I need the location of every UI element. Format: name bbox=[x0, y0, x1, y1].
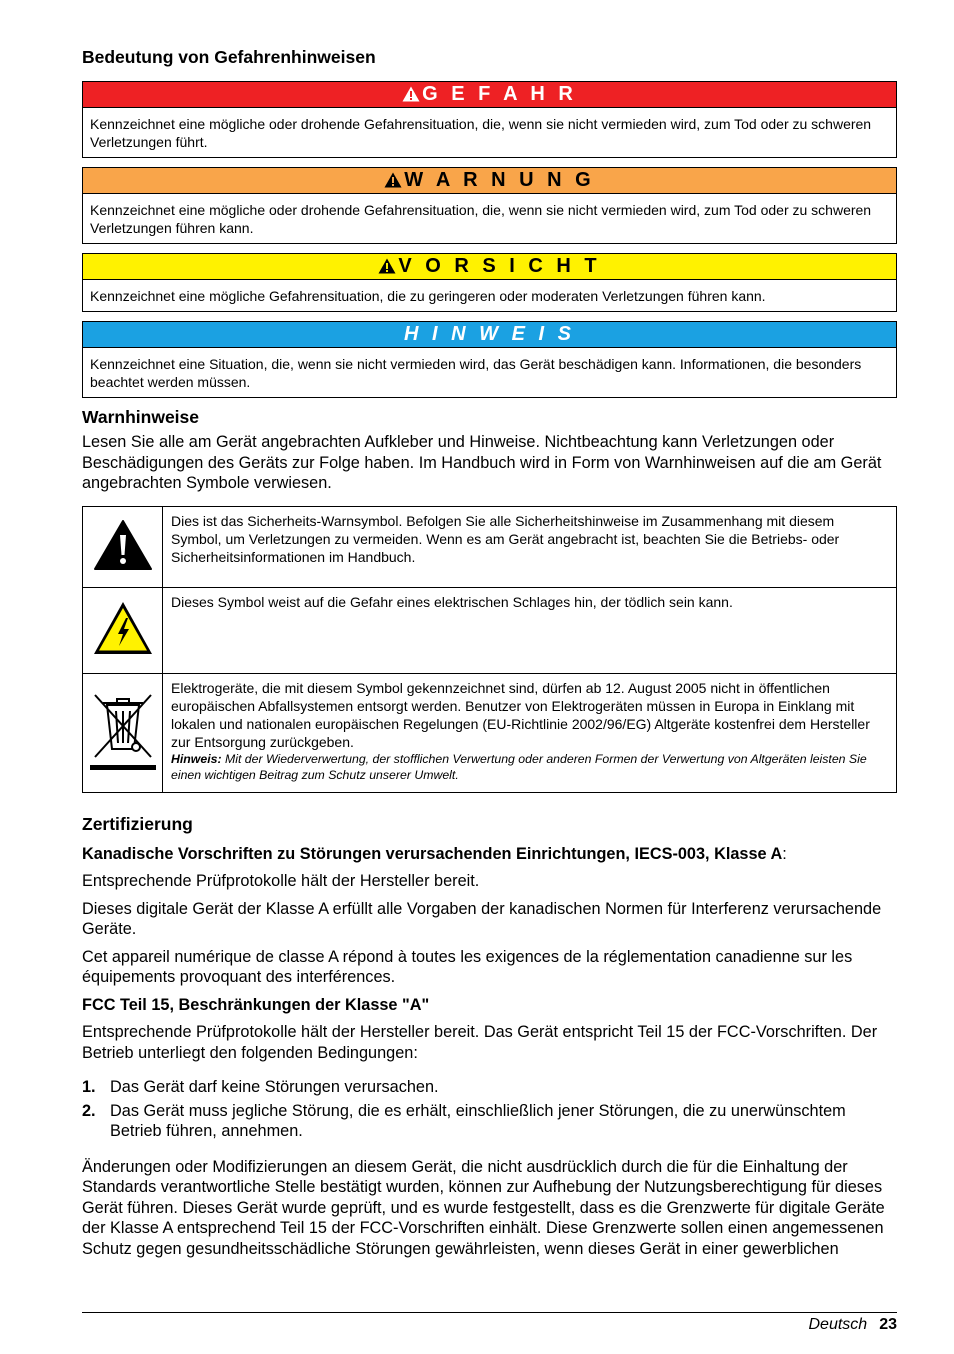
list-item: 2. Das Gerät muss jegliche Störung, die es erhält, einschließlich jener Störungen, die zu unerwünschtem Betrieb führen, annehmen. bbox=[82, 1101, 846, 1140]
canada-heading: Kanadische Vorschriften zu Störungen verursachenden Einrichtungen, IECS-003, Klasse A: bbox=[82, 844, 787, 863]
hazard-box-vorsicht bbox=[82, 253, 897, 312]
warning-triangle-icon bbox=[402, 84, 420, 109]
hazard-box-hinweis bbox=[82, 321, 897, 398]
footer-language: Deutsch bbox=[808, 1316, 868, 1333]
symbol-table bbox=[82, 506, 897, 793]
symbol-text: Dieses Symbol weist auf die Gefahr eines elektrischen Schlages hin, der tödlich sein kann. bbox=[163, 587, 897, 673]
warning-triangle-icon bbox=[384, 170, 402, 195]
hazard-text-warnung: Kennzeichnet eine mögliche oder drohende Gefahrensituation, die, wenn sie nicht vermieden wird, zum Tod oder zu schweren Verletzungen führen kann. bbox=[90, 202, 872, 236]
hazard-text-hinweis: Kennzeichnet eine Situation, die, wenn sie nicht vermieden wird, das Gerät beschädigen kann. Informationen, die besonders beachtet werden müssen. bbox=[90, 356, 862, 390]
section-heading-meaning: Bedeutung von Gefahrenhinweisen bbox=[82, 47, 376, 67]
warning-triangle-icon bbox=[378, 256, 396, 281]
hazard-text-gefahr: Kennzeichnet eine mögliche oder drohende Gefahrensituation, die, wenn sie nicht vermieden wird, zum Tod oder zu schweren Verletzungen führt. bbox=[90, 116, 872, 150]
page-footer bbox=[82, 1312, 897, 1339]
fcc-conditions-list bbox=[82, 1077, 897, 1142]
table-row bbox=[83, 673, 897, 792]
page-number: 23 bbox=[879, 1316, 897, 1333]
note-text: Mit der Wiederverwertung, der stofflichen Verwertung oder anderen Formen der Verwertung von Altgeräten leisten Sie einen wichtigen Beitrag zum Schutz unserer Umwelt. bbox=[171, 751, 867, 782]
fcc-paragraph-1: Entsprechende Prüfprotokolle hält der Hersteller bereit. Das Gerät entspricht Teil 15 der FCC-Vorschriften. Der Betrieb unterliegt den folgenden Bedingungen: bbox=[82, 1023, 878, 1062]
hazard-label-warnung: W A R N U N G bbox=[404, 169, 595, 191]
fcc-paragraph-2: Änderungen oder Modifizierungen an diesem Gerät, die nicht ausdrücklich durch die für die Einhaltung der Standards verantwortliche Stelle bestätigt wurden, können zur Aufhebung der Nutzungsberechtigung für dieses Gerät führen. Dieses Gerät wurde geprüft, und es wurde festgestellt, dass es die Grenzwerte für digitale Geräte der Klasse A entsprechend Teil 15 der FCC-Vorschriften einhält. Diese Grenzwerte sollen einen angemessenen Schutz gegen gesundheitsschädliche Störungen gewährleisten, wenn dieses Gerät in einer gewerblichen bbox=[82, 1157, 885, 1258]
symbol-text: Elektrogeräte, die mit diesem Symbol gekennzeichnet sind, dürfen ab 12. August 2005 nicht in öffentlichen europäischen Abfallsystemen entsorgt werden. Benutzer von Elektrogeräten müssen in Europa in Einklang mit lokalen und nationalen europäischen Regelungen (EU-Richtlinie 2002/96/EG) Altgeräte kostenfrei dem Hersteller zur Entsorgung zurückgeben. bbox=[171, 679, 870, 750]
page-content bbox=[82, 46, 897, 1259]
hazard-label-gefahr: G E F A H R bbox=[422, 83, 577, 105]
hazard-box-warnung bbox=[82, 167, 897, 244]
warning-triangle-icon bbox=[93, 558, 153, 574]
canada-paragraph-1: Entsprechende Prüfprotokolle hält der Hersteller bereit. bbox=[82, 872, 480, 890]
symbol-text: Dies ist das Sicherheits-Warnsymbol. Befolgen Sie alle Sicherheitshinweise im Zusammenhang mit diesem Symbol, um Verletzungen zu vermeiden. Wenn es am Gerät angebracht ist, beachten Sie die Betriebs- oder Sicherheitsinformationen im Handbuch. bbox=[163, 506, 897, 587]
table-row bbox=[83, 587, 897, 673]
section-heading-zertifizierung: Zertifizierung bbox=[82, 813, 193, 834]
symbol-note bbox=[171, 751, 888, 783]
section-heading-warnhinweise: Warnhinweise bbox=[82, 407, 200, 427]
hazard-box-gefahr bbox=[82, 81, 897, 158]
table-row bbox=[83, 506, 897, 587]
hazard-label-hinweis: H I N W E I S bbox=[404, 323, 575, 345]
hazard-text-vorsicht: Kennzeichnet eine mögliche Gefahrensituation, die zu geringeren oder moderaten Verletzungen führen kann. bbox=[90, 288, 766, 304]
canada-paragraph-3: Cet appareil numérique de classe A répond à toutes les exigences de la réglementation canadienne sur les équipements provoquant des interférences. bbox=[82, 947, 853, 986]
list-item: 1. Das Gerät darf keine Störungen verursachen. bbox=[82, 1078, 439, 1096]
canada-paragraph-2: Dieses digitale Gerät der Klasse A erfüllt alle Vorgaben der kanadischen Normen für Interferenz verursachende Geräte. bbox=[82, 899, 882, 938]
hazard-label-vorsicht: V O R S I C H T bbox=[398, 255, 601, 277]
crossed-out-bin-icon bbox=[90, 760, 156, 776]
fcc-heading: FCC Teil 15, Beschränkungen der Klasse "A" bbox=[82, 995, 430, 1014]
warnhinweise-intro: Lesen Sie alle am Gerät angebrachten Aufkleber und Hinweise. Nichtbeachtung kann Verletzungen oder Beschädigungen des Geräts zur Folge haben. Im Handbuch wird in Form von Warnhinweisen auf die am Gerät angebrachten Symbole verwiesen. bbox=[82, 433, 882, 492]
electric-shock-icon bbox=[92, 643, 154, 659]
note-label: Hinweis: bbox=[171, 751, 222, 766]
